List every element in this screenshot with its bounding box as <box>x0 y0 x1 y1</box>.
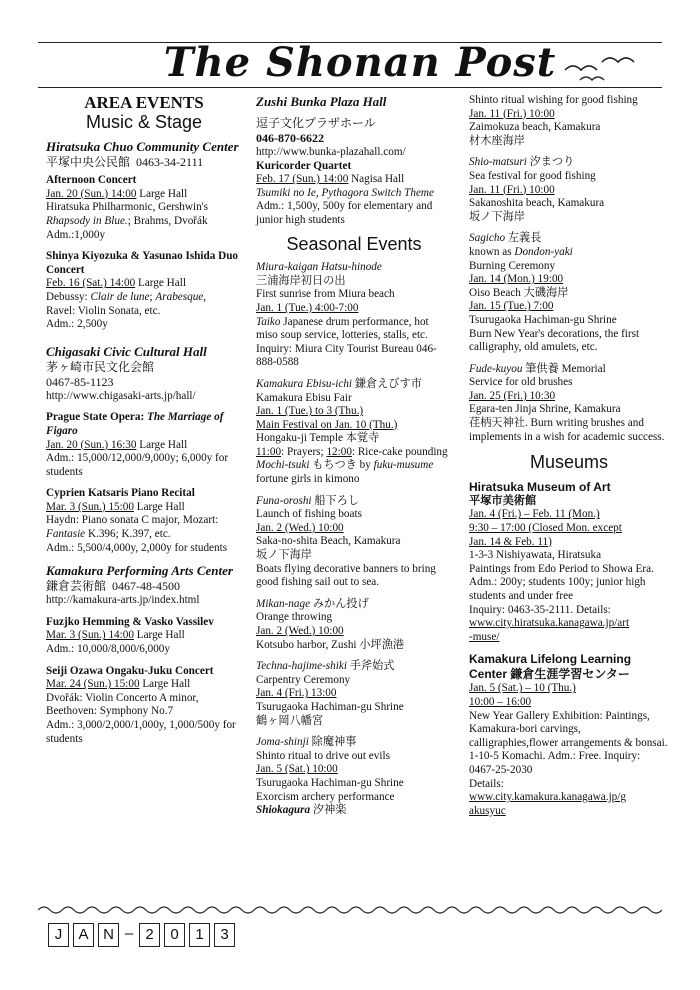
event-title: Prague State Opera: The Marriage of Figaro <box>46 411 224 437</box>
event-detail: Taiko Japanese drum performance, hot miso soup service, lotteries, stalls, etc. <box>256 315 429 342</box>
event-detail: Ravel: Violin Sonata, etc. <box>46 304 161 317</box>
venue-jp-name: 逗子文化プラザホール <box>256 116 376 130</box>
museum-dates: Jan. 5 (Sat.) – 10 (Thu.) <box>469 682 576 695</box>
event-detail: Orange throwing <box>256 611 333 624</box>
event-admission: Adm.: 5,500/4,000y, 2,000y for students <box>46 541 228 554</box>
event-date: Jan. 20 (Sun.) 16:30 Large Hall <box>46 438 188 451</box>
event-admission: Adm.: 2,500y <box>46 318 108 331</box>
event-detail: Beethoven: Symphony No.7 <box>46 705 174 718</box>
event-title: Seiji Ozawa Ongaku-Juku Concert <box>46 664 214 677</box>
event-title: Shinya Kiyozuka & Yasunao Ishida Duo Concert <box>46 250 239 276</box>
event-detail: Tsurugaoka Hachiman-gu Shrine <box>256 776 404 789</box>
venue-name: Hiratsuka Chuo Community Center <box>46 139 239 155</box>
event-detail: Service for old brushes <box>469 376 573 389</box>
event-detail: Debussy: Clair de lune; Arabesque, <box>46 290 207 303</box>
area-events-heading: AREA EVENTS <box>84 93 204 112</box>
event-detail: Rhapsody in Blue.; Brahms, Dvořák <box>46 214 208 227</box>
event-title: Techna-hajime-shiki 手斧始式 <box>256 660 395 673</box>
venue-url[interactable]: http://kamakura-arts.jp/index.html <box>46 594 200 607</box>
date-separator: – <box>124 925 134 942</box>
masthead-bottom-rule <box>38 87 662 88</box>
venue-name: Kamakura Performing Arts Center <box>46 563 233 579</box>
event-detail: First sunrise from Miura beach <box>256 288 395 301</box>
event-detail: Kotsubo harbor, Zushi 小坪漁港 <box>256 638 405 651</box>
event-title: Funa-oroshi 船下ろし <box>256 494 360 507</box>
birds-icon <box>560 52 650 82</box>
museum-inquiry: Inquiry: 0463-35-2111. Details: <box>469 603 611 616</box>
date-char: A <box>73 923 94 947</box>
column-1 <box>46 94 242 746</box>
event-date: Mar. 24 (Sun.) 15:00 Large Hall <box>46 678 191 691</box>
event-title: Miura-kaigan Hatsu-hinode <box>256 261 382 274</box>
museum-detail: Paintings from Edo Period to Showa Era. Adm.: 200y; students 100y; junior high students and under free <box>469 562 654 602</box>
event-title: Fude-kuyou 筆供養 Memorial <box>469 362 606 375</box>
event-detail: 材木座海岸 <box>469 134 525 147</box>
date-char: 0 <box>164 923 185 947</box>
museum-detail: Details: <box>469 777 504 790</box>
event-detail: known as Dondon-yaki <box>469 245 573 258</box>
venue-jp-name: 茅ヶ崎市民文化会館 <box>46 359 155 374</box>
event-title: Sagicho 左義長 <box>469 232 542 245</box>
event-date: Jan. 14 (Mon.) 19:00 <box>469 273 564 286</box>
event-date: Jan. 15 (Tue.) 7:00 <box>469 300 554 313</box>
event-detail: 坂ノ下海岸 <box>256 549 312 562</box>
date-char: J <box>48 923 69 947</box>
event-title: Kuricorder Quartet <box>256 159 352 172</box>
museum-name: Hiratsuka Museum of Art <box>469 479 611 494</box>
event-title: Joma-shinji 除魔神事 <box>256 736 357 749</box>
event-detail: Egara-ten Jinja Shrine, Kamakura <box>469 403 621 416</box>
event-date: Jan. 11 (Fri.) 10:00 <box>469 183 555 196</box>
date-char: 3 <box>214 923 235 947</box>
event-detail: 11:00: Prayers; 12:00: Rice-cake pounding Mochi-tsuki もちつき by fuku-musume fortune girls in kimono <box>256 445 448 486</box>
event-date: Jan. 11 (Fri.) 10:00 <box>469 107 555 120</box>
event-detail: Tsurugaoka Hachiman-gu Shrine <box>469 313 617 326</box>
museum-detail: 1-3-3 Nishiyawata, Hiratsuka <box>469 549 602 562</box>
museum-dates: Jan. 4 (Fri.) – Feb. 11 (Mon.) <box>469 508 600 521</box>
date-char: 2 <box>139 923 160 947</box>
column-3 <box>469 94 669 818</box>
date-char: 1 <box>189 923 210 947</box>
event-admission: Adm.:1,000y <box>46 228 106 241</box>
event-title: Shiokagura 汐神楽 <box>256 804 347 817</box>
event-detail: Burn New Year's decorations, the first calligraphy, old amulets, etc. <box>469 327 640 354</box>
event-title: Mikan-nage みかん投げ <box>256 597 369 610</box>
museum-hours: 9:30 – 17:00 (Closed Mon. except <box>469 522 622 535</box>
venue-url[interactable]: http://www.bunka-plazahall.com/ <box>256 146 406 158</box>
event-date: Jan. 4 (Fri.) 13:00 <box>256 687 337 700</box>
event-detail: Hiratsuka Philharmonic, Gershwin's <box>46 201 209 214</box>
venue-contact: 鎌倉芸術館 0467-48-4500 <box>46 579 181 594</box>
event-jp-name: 三浦海岸初日の出 <box>256 274 346 287</box>
music-stage-heading: Music & Stage <box>85 111 203 132</box>
event-detail: Hongaku-ji Temple 本覚寺 <box>256 432 380 445</box>
event-title: Afternoon Concert <box>46 174 137 187</box>
event-detail: Dvořák: Violin Concerto A minor, <box>46 691 199 704</box>
event-detail: Shinto ritual to drive out evils <box>256 749 390 762</box>
event-date: Jan. 25 (Fri.) 10:30 <box>469 389 556 402</box>
museum-hours: 10:00 – 16:00 <box>469 695 532 708</box>
column-2 <box>256 94 452 818</box>
event-detail: Oiso Beach 大磯海岸 <box>469 286 569 299</box>
event-detail: Sea festival for good fishing <box>469 169 596 182</box>
event-detail: Saka-no-shita Beach, Kamakura <box>256 535 401 548</box>
event-date: Mar. 3 (Sun.) 14:00 Large Hall <box>46 629 185 642</box>
event-date: Jan. 1 (Tue.) 4:00-7:00 <box>256 301 359 314</box>
museum-url[interactable]: www.city.kamakura.kanagawa.jp/g <box>469 791 626 804</box>
event-date: Jan. 2 (Wed.) 10:00 <box>256 521 344 534</box>
museum-jp-name: 平塚市美術館 <box>469 494 537 507</box>
event-detail: Launch of fishing boats <box>256 508 362 521</box>
event-detail: 坂ノ下海岸 <box>469 210 525 223</box>
venue-phone: 046-870-6622 <box>256 131 324 145</box>
venue-name: Chigasaki Civic Cultural Hall <box>46 343 207 359</box>
venue-url[interactable]: http://www.chigasaki-arts.jp/hall/ <box>46 389 196 402</box>
event-detail: Haydn: Piano sonata C major, Mozart: <box>46 514 219 527</box>
event-admission: Adm.: 10,000/8,000/6,000y <box>46 643 170 656</box>
event-detail: Shinto ritual wishing for good fishing <box>469 94 638 106</box>
date-char: N <box>98 923 119 947</box>
event-date: Jan. 5 (Sat.) 10:00 <box>256 763 338 776</box>
venue-phone: 0467-85-1123 <box>46 374 114 389</box>
event-detail: Fantasie K.396; K.397, etc. <box>46 528 171 541</box>
event-detail: Sakanoshita beach, Kamakura <box>469 197 605 210</box>
museum-detail: New Year Gallery Exhibition: Paintings, Kamakura-bori carvings, calligraphies,flower arrangements & bonsai. 1-10-5 Komachi. Adm.: Free. Inquiry: 0467-25-2030 <box>469 709 668 776</box>
venue-contact: 平塚中央公民館 0463-34-2111 <box>46 155 204 170</box>
footer-wave-rule <box>38 904 662 916</box>
masthead-title: The Shonan Post <box>163 39 557 86</box>
event-date: Main Festival on Jan. 10 (Thu.) <box>256 418 398 431</box>
event-detail: Boats flying decorative banners to bring good fishing sail out to sea. <box>256 562 436 589</box>
museum-url[interactable]: www.city.hiratsuka.kanagawa.jp/art <box>469 617 630 630</box>
museum-name: Kamakura Lifelong Learning Center 鎌倉生涯学習センター <box>469 652 632 682</box>
event-detail: Carpentry Ceremony <box>256 673 351 686</box>
seasonal-events-heading: Seasonal Events <box>286 233 422 254</box>
event-detail: 荏柄天神社. Burn writing brushes and implements in a wish for academic success. <box>469 417 665 443</box>
event-admission: Adm.: 3,000/2,000/1,000y, 1,000/500y for students <box>46 719 236 745</box>
issue-date <box>48 923 239 947</box>
event-title: Kamakura Ebisu-ichi 鎌倉えびす市 <box>256 377 422 390</box>
event-admission: Adm.: 1,500y, 500y for elementary and junior high students <box>256 200 433 226</box>
event-detail: Tsumiki no Ie, Pythagora Switch Theme <box>256 186 434 199</box>
event-inquiry: Inquiry: Miura City Tourist Bureau 046-888-0588 <box>256 342 437 369</box>
event-detail: Exorcism archery performance <box>256 790 395 803</box>
event-date: Jan. 2 (Wed.) 10:00 <box>256 625 344 637</box>
museum-url[interactable]: akusyuc <box>469 804 506 817</box>
venue-name: Zushi Bunka Plaza Hall <box>256 94 387 109</box>
museums-heading: Museums <box>529 452 609 473</box>
museum-hours: Jan. 14 & Feb. 11) <box>469 535 552 548</box>
event-date: Mar. 3 (Sun.) 15:00 Large Hall <box>46 500 185 513</box>
event-date: Feb. 17 (Sun.) 14:00 Nagisa Hall <box>256 173 405 186</box>
event-date: Feb. 16 (Sat.) 14:00 Large Hall <box>46 277 186 290</box>
event-detail: Kamakura Ebisu Fair <box>256 391 352 404</box>
event-detail: Burning Ceremony <box>469 259 556 272</box>
event-date: Jan. 1 (Tue.) to 3 (Thu.) <box>256 405 364 418</box>
event-title: Cyprien Katsaris Piano Recital <box>46 487 195 500</box>
event-title: Fuzjko Hemming & Vasko Vassilev <box>46 615 214 628</box>
event-title: Shio-matsuri 汐まつり <box>469 156 575 169</box>
event-date: Jan. 20 (Sun.) 14:00 Large Hall <box>46 187 188 200</box>
event-detail: Tsurugaoka Hachiman-gu Shrine <box>256 700 404 713</box>
event-detail: 鶴ヶ岡八幡宮 <box>256 714 324 727</box>
event-admission: Adm.: 15,000/12,000/9,000y; 6,000y for students <box>46 452 229 478</box>
event-detail: Zaimokuza beach, Kamakura <box>469 121 601 134</box>
museum-url[interactable]: -muse/ <box>469 630 500 643</box>
